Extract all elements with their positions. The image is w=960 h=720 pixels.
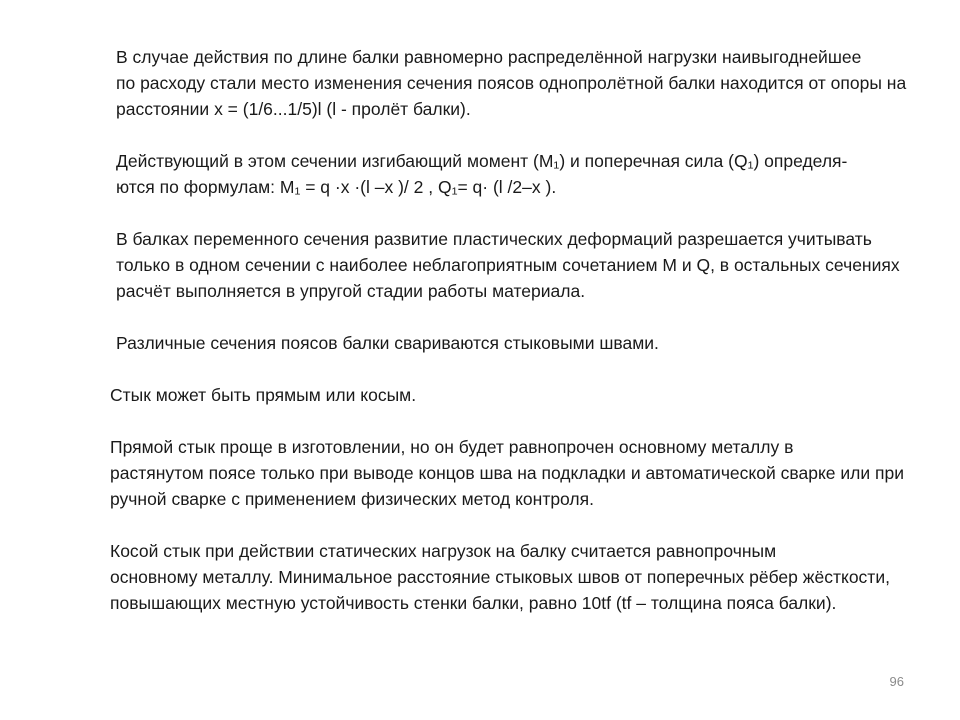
paragraph-straight-joint — [62, 434, 942, 512]
slide-body — [62, 44, 942, 642]
paragraph-oblique-joint — [62, 538, 942, 616]
text-line: растянутом поясе только при выводе концов шва на подкладки и автоматической сварке или при — [110, 463, 905, 483]
text-line: Прямой стык проще в изготовлении, но он будет равнопрочен основному металлу в — [110, 437, 794, 457]
text-line: В случае действия по длине балки равномерно распределённой нагрузки наивыгоднейшее — [116, 47, 862, 67]
text-line: В балках переменного сечения развитие пластических деформаций разрешается учитывать — [116, 229, 872, 249]
text-line: Действующий в этом сечении изгибающий момент (M₁) и поперечная сила (Q₁) определя- — [116, 151, 848, 171]
paragraph-butt-welds — [62, 330, 942, 356]
text-line: расчёт выполняется в упругой стадии работы материала. — [116, 281, 586, 301]
text-line: ются по формулам: M₁ = q ·x ·(l –x )/ 2 , Q₁= q· (l /2–x ). — [116, 177, 557, 197]
text-line: Различные сечения поясов балки свариваются стыковыми швами. — [116, 333, 659, 353]
paragraph-plastic-deformation — [62, 226, 942, 304]
paragraph-optimal-section — [62, 44, 942, 122]
text-line: Косой стык при действии статических нагрузок на балку считается равнопрочным — [110, 541, 777, 561]
text-line: основному металлу. Минимальное расстояние стыковых швов от поперечных рёбер жёсткости, — [110, 567, 890, 587]
text-line: по расходу стали место изменения сечения поясов однопролётной балки находится от опоры на — [116, 73, 907, 93]
text-line: ручной сварке с применением физических метод контроля. — [110, 489, 594, 509]
text-line: только в одном сечении с наиболее неблагоприятным сочетанием M и Q, в остальных сечениях — [116, 255, 900, 275]
paragraph-joint-types — [62, 382, 942, 408]
text-line: расстоянии x = (1/6...1/5)l (l - пролёт балки). — [116, 99, 471, 119]
page-number: 96 — [889, 674, 904, 689]
text-line: повышающих местную устойчивость стенки балки, равно 10tf (tf – толщина пояса балки). — [110, 593, 837, 613]
text-line: Стык может быть прямым или косым. — [110, 385, 417, 405]
paragraph-moment-formulas — [62, 148, 942, 200]
